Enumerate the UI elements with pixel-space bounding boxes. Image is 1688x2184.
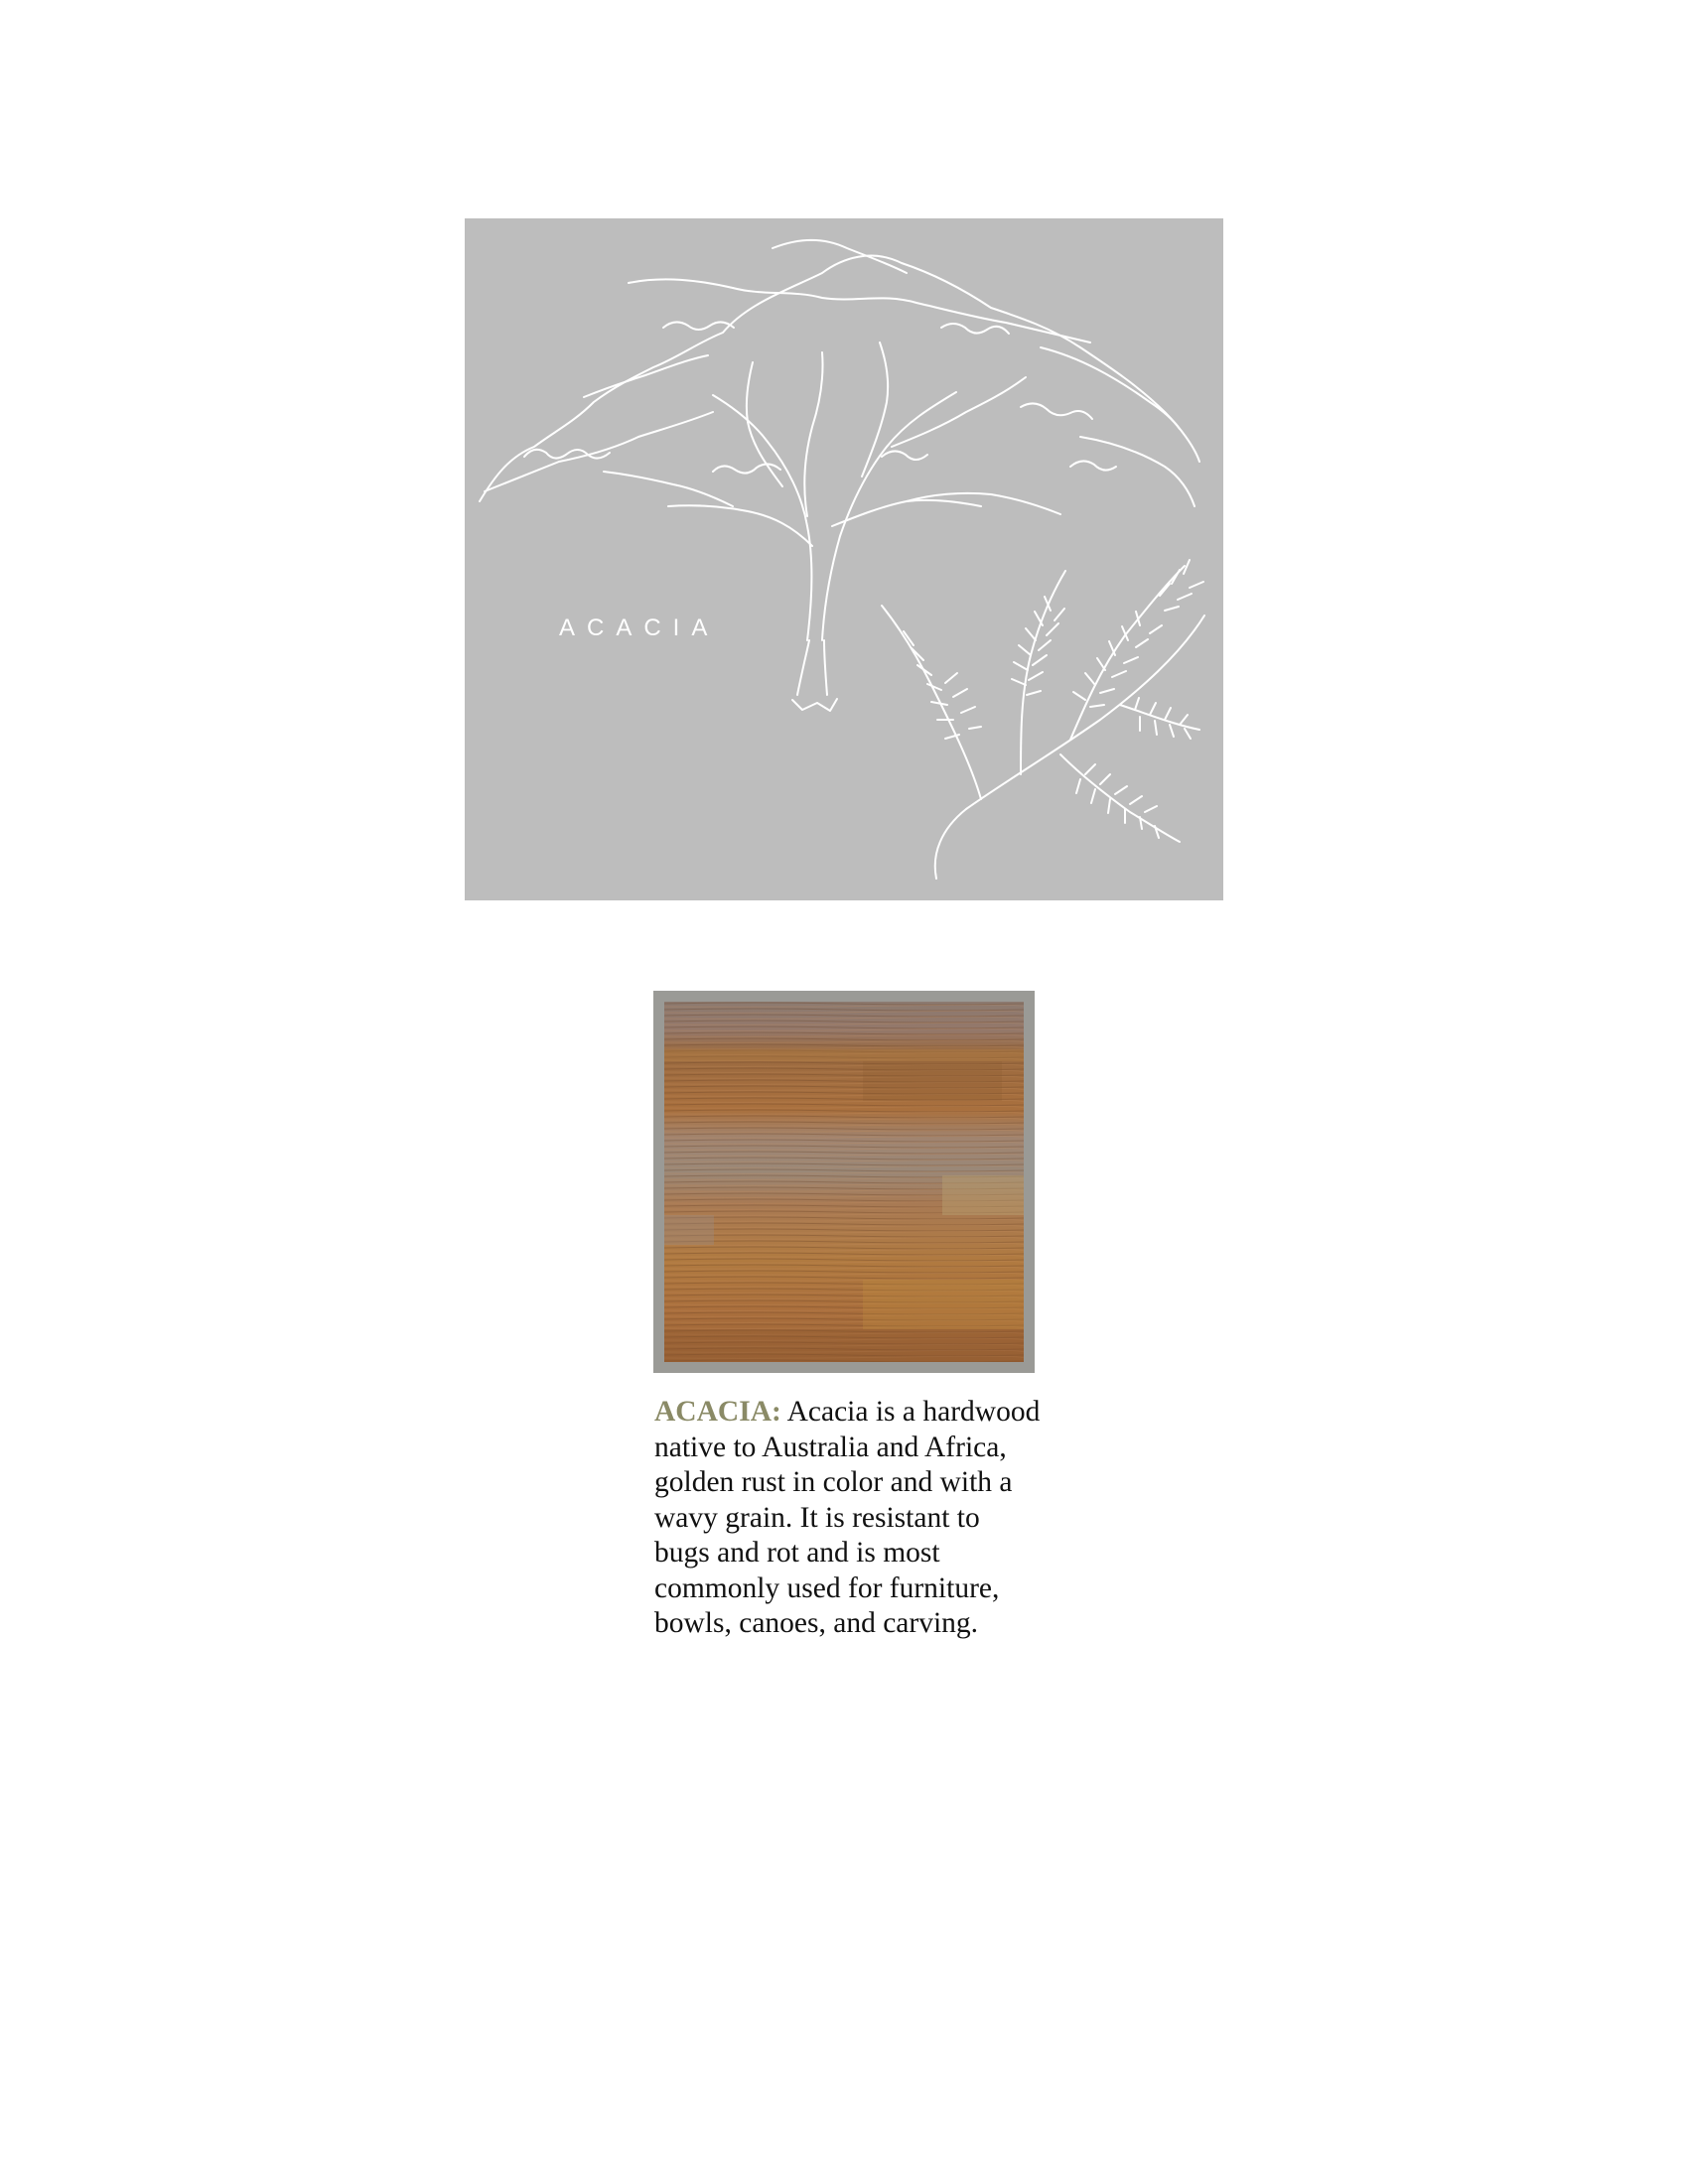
illustration-label: ACACIA xyxy=(559,614,720,641)
wood-name-heading: ACACIA: xyxy=(654,1396,781,1428)
wood-grain-image xyxy=(664,1002,1024,1362)
wood-description-body: Acacia is a hardwood native to Australia and Africa, golden rust in color and with a wavy grain. It is resistant to bugs and rot and is most commonly used for furniture, bowls, canoes, and carving. xyxy=(654,1396,1041,1639)
wood-swatch-frame xyxy=(653,991,1035,1373)
wood-swatch xyxy=(664,1002,1024,1362)
wood-description xyxy=(654,1395,1042,1642)
acacia-sketch xyxy=(465,218,1223,900)
acacia-illustration xyxy=(465,218,1223,900)
